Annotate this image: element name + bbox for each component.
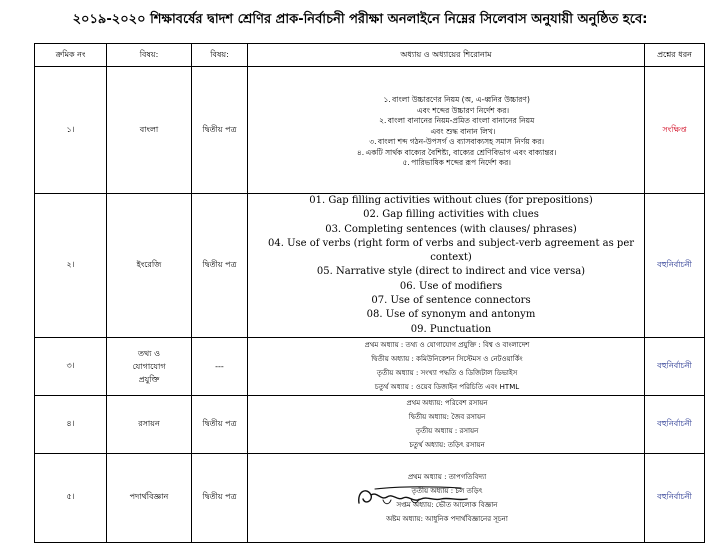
row-subject: বাংলা bbox=[107, 67, 192, 194]
row-serial: ৫। bbox=[35, 453, 107, 542]
list-item: এবং শব্দের উচ্চারণ নির্দেশ কর। bbox=[416, 105, 510, 115]
row-serial: ১। bbox=[35, 67, 107, 194]
list-item: ৩.বাংলা শব্দ গঠন-উপসর্গ ও ব্যাসবাক্যসহ সমাস নির্ণয় কর। bbox=[369, 137, 545, 147]
list-item: প্রথম অধ্যায়: পরিবেশ রসায়ন bbox=[406, 399, 488, 408]
list-item: 03. Completing sentences (with clauses/ phrases) bbox=[325, 223, 577, 235]
subject-lines: তথ্য ও যোগাযোগ প্রযুক্তি bbox=[132, 348, 166, 384]
list-item: প্রথম অধ্যায় : তথ্য ও যোগাযোগ প্রযুক্তি : বিশ্ব ও বাংলাদেশ bbox=[364, 341, 530, 350]
page-title: ২০১৯-২০২০ শিক্ষাবর্ষের দ্বাদশ শ্রেণির প্রাক-নির্বাচনী পরীক্ষা অনলাইনে নিম্নের সিলেবাস অনুযায়ী অনুষ্ঠিত হবে: bbox=[72, 12, 648, 27]
table-row bbox=[35, 395, 705, 453]
row-paper: দ্বিতীয় পত্র bbox=[192, 67, 248, 194]
table-row bbox=[35, 194, 705, 338]
list-item: 01. Gap filling activities without clues (for prepositions) bbox=[309, 195, 593, 206]
header-paper: বিষয়: bbox=[192, 44, 248, 67]
list-item: ১.বাংলা উচ্চারণের নিয়ম (অ, এ-ধ্বনির উচ্চারণ) bbox=[383, 95, 530, 105]
list-item: চতুর্থ অধ্যায়: তড়িৎ রসায়ন bbox=[409, 441, 485, 450]
list-item: 09. Punctuation bbox=[410, 323, 492, 335]
row-topics bbox=[248, 67, 645, 194]
header-serial: ক্রমিক নং bbox=[35, 44, 107, 67]
list-item: দ্বিতীয় অধ্যায় : কমিউনিকেশন সিস্টেমস ও নেটওয়ার্কিং bbox=[371, 355, 523, 364]
header-chapters: অধ্যায় ও অধ্যায়ের শিরোনাম bbox=[248, 44, 645, 67]
row-question-type: বহুনির্বাচনী bbox=[645, 194, 705, 338]
header-question-type: প্রশ্নের ধরন bbox=[645, 44, 705, 67]
topic-list bbox=[248, 95, 644, 169]
row-paper: দ্বিতীয় পত্র bbox=[192, 453, 248, 542]
list-item: 06. Use of modifiers bbox=[399, 280, 503, 292]
row-paper: দ্বিতীয় পত্র bbox=[192, 395, 248, 453]
topic-list bbox=[248, 396, 644, 452]
list-item: অষ্টম অধ্যায়: আধুনিক পদার্থবিজ্ঞানের সূচনা bbox=[386, 514, 508, 523]
list-item: 07. Use of sentence connectors bbox=[371, 295, 531, 307]
list-item: সপ্তম অধ্যায়: ভৌত আলোক বিজ্ঞান bbox=[396, 500, 498, 509]
list-item: 08. Use of synonym and antonym bbox=[366, 309, 536, 321]
signature-image bbox=[353, 481, 471, 511]
row-subject: রসায়ন bbox=[107, 395, 192, 453]
row-question-type: বহুনির্বাচনী bbox=[645, 395, 705, 453]
row-serial: ৩। bbox=[35, 337, 107, 395]
list-item: এবং শুদ্ধ বানান লিখ। bbox=[430, 126, 496, 136]
list-item: 02. Gap filling activities with clues bbox=[363, 209, 539, 221]
list-item: ৫.পারিভাষিক শব্দের রূপ নির্দেশ কর। bbox=[402, 158, 511, 168]
list-item: তৃতীয় অধ্যায় : রসায়ন bbox=[415, 427, 479, 436]
syllabus-table bbox=[34, 43, 705, 543]
row-serial: ২। bbox=[35, 194, 107, 338]
row-subject bbox=[107, 337, 192, 395]
list-item: দ্বিতীয় অধ্যায়: জৈব রসায়ন bbox=[408, 413, 486, 422]
row-question-type: সংক্ষিপ্ত bbox=[645, 67, 705, 194]
list-item: প্রথম অধ্যায় : তাপগতিবিদ্যা bbox=[407, 472, 487, 481]
table-header-row bbox=[35, 44, 705, 67]
row-topics bbox=[248, 337, 645, 395]
row-paper: দ্বিতীয় পত্র bbox=[192, 194, 248, 338]
table-row bbox=[35, 67, 705, 194]
topic-list bbox=[248, 338, 644, 394]
list-item: ২.বাংলা বানানের নিয়ম-প্রমিত বাংলা বানানের নিয়ম bbox=[379, 116, 535, 126]
row-topics bbox=[248, 395, 645, 453]
table-row bbox=[35, 337, 705, 395]
row-topics bbox=[248, 194, 645, 338]
row-paper: --- bbox=[192, 337, 248, 395]
list-item: তৃতীয় অধ্যায় : চল তড়িৎ bbox=[411, 486, 483, 495]
row-question-type: বহুনির্বাচনী bbox=[645, 453, 705, 542]
header-subject: বিষয়: bbox=[107, 44, 192, 67]
row-serial: ৪। bbox=[35, 395, 107, 453]
list-item: 04. Use of verbs (right form of verbs and subject-verb agreement as per context) bbox=[267, 237, 635, 264]
list-item: ৪.একটি সার্থক বাক্যের বৈশিষ্ট্য, বাক্যের শ্রেণিবিভাগ এবং বাক্যান্তর। bbox=[356, 147, 557, 157]
list-item: চতুর্থ অধ্যায় : ওয়েব ডিজাইন পরিচিতি এবং HTML bbox=[374, 383, 520, 392]
row-subject: ইংরেজি bbox=[107, 194, 192, 338]
list-item: 05. Narrative style (direct to indirect and vice versa) bbox=[316, 266, 586, 278]
row-question-type: বহুনির্বাচনী bbox=[645, 337, 705, 395]
list-item: তৃতীয় অধ্যায় : সংখ্যা পদ্ধতি ও ডিজিটাল ডিভাইস bbox=[376, 369, 518, 378]
row-subject: পদার্থবিজ্ঞান bbox=[107, 453, 192, 542]
topic-list bbox=[248, 194, 644, 337]
